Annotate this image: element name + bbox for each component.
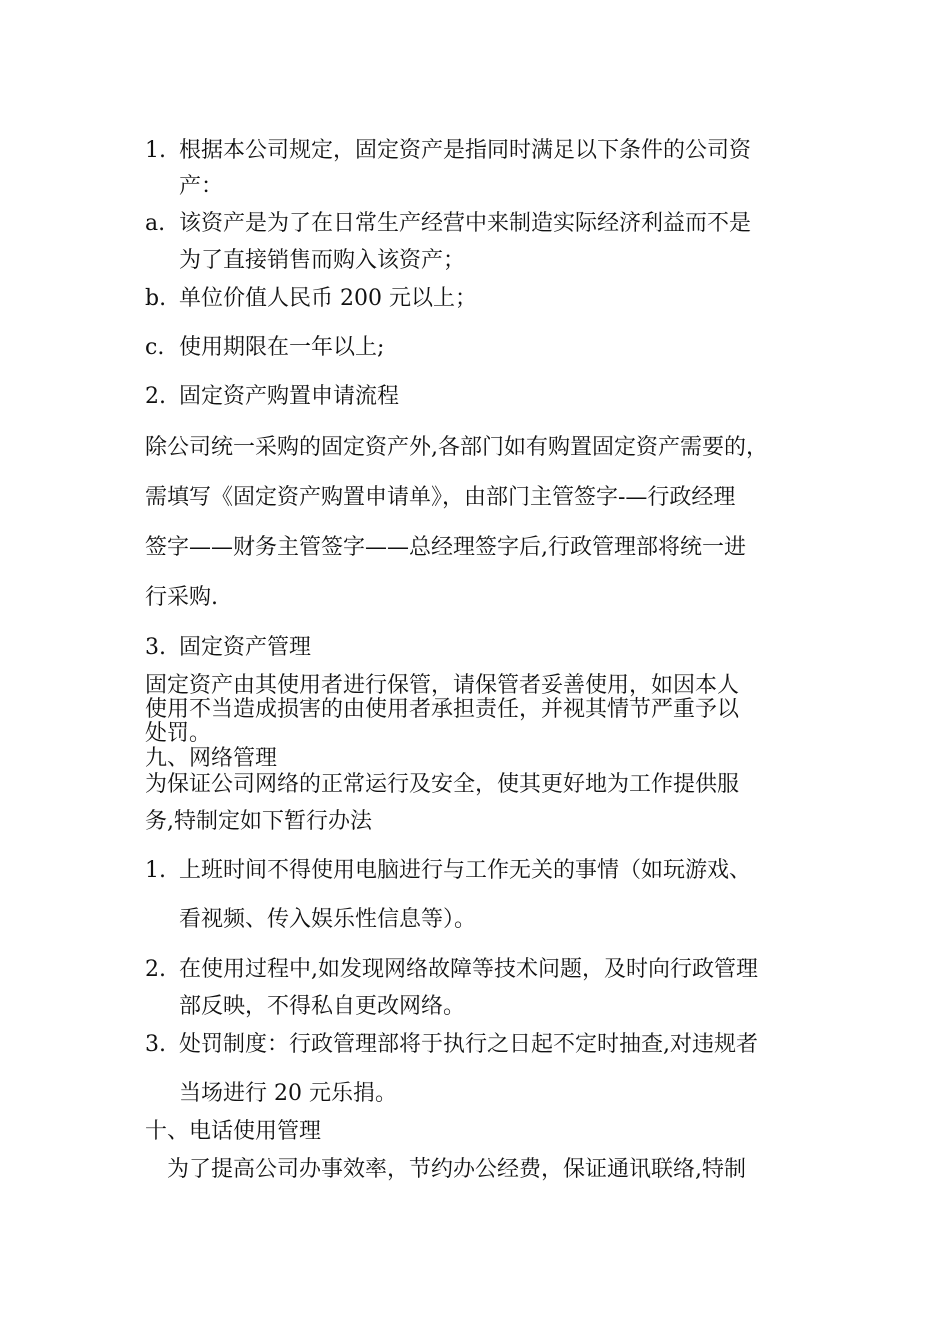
list-number: 1.	[145, 138, 166, 163]
list-letter: c.	[145, 335, 165, 360]
paragraph-line: 固定资产由其使用者进行保管，请保管者妥善使用，如因本人	[145, 673, 740, 698]
list-number: 2.	[145, 957, 166, 982]
paragraph-line: 需填写《固定资产购置申请单》，由部门主管签字-—行政经理	[145, 485, 736, 510]
list-letter: b.	[145, 286, 167, 311]
list-item-a	[145, 211, 751, 237]
list-text-continued: 部反映，不得私自更改网络。	[179, 994, 466, 1019]
paragraph-line: 务,特制定如下暂行办法	[145, 809, 372, 834]
list-text: 单位价值人民币 200 元以上；	[179, 286, 477, 311]
paragraph-line: 除公司统一采购的固定资产外,各部门如有购置固定资产需要的，	[145, 435, 768, 460]
list-text-continued: 当场进行 20 元乐捐。	[179, 1081, 397, 1106]
paragraph-line: 签字——财务主管签字——总经理签字后,行政管理部将统一进	[145, 535, 746, 560]
list-item-network-3	[145, 1032, 758, 1058]
list-text: 使用期限在一年以上;	[179, 335, 385, 360]
list-text-continued: 为了直接销售而购入该资产；	[179, 248, 466, 273]
list-text-continued: 产：	[179, 174, 224, 199]
list-number: 2.	[145, 384, 166, 409]
list-item-c	[145, 335, 384, 361]
list-letter: a.	[145, 211, 166, 236]
section-title: 固定资产管理	[179, 635, 312, 660]
paragraph-line: 使用不当造成损害的由使用者承担责任，并视其情节严重予以	[145, 697, 740, 722]
list-text: 根据本公司规定，固定资产是指同时满足以下条件的公司资	[179, 138, 752, 163]
section-heading-3	[145, 635, 311, 661]
list-text: 在使用过程中,如发现网络故障等技术问题，及时向行政管理	[179, 957, 758, 982]
section-heading-2	[145, 384, 399, 410]
paragraph-line: 为了提高公司办事效率，节约办公经费，保证通讯联络,特制	[167, 1157, 746, 1182]
paragraph-line: 处罚。	[145, 721, 212, 746]
list-item-1	[145, 138, 751, 164]
list-text: 处罚制度：行政管理部将于执行之日起不定时抽查,对违规者	[179, 1032, 758, 1057]
list-text-continued: 看视频、传入娱乐性信息等）。	[179, 907, 477, 932]
list-number: 1.	[145, 858, 166, 883]
paragraph-line: 行采购.	[145, 585, 218, 610]
list-item-network-1	[145, 858, 751, 884]
list-item-network-2	[145, 957, 758, 983]
section-heading-10: 十、电话使用管理	[145, 1119, 322, 1144]
list-text: 上班时间不得使用电脑进行与工作无关的事情（如玩游戏、	[179, 858, 752, 883]
section-heading-9: 九、网络管理	[145, 746, 278, 771]
list-number: 3.	[145, 635, 166, 660]
list-item-b	[145, 286, 477, 312]
list-number: 3.	[145, 1032, 166, 1057]
paragraph-line: 为保证公司网络的正常运行及安全，使其更好地为工作提供服	[145, 772, 740, 797]
section-title: 固定资产购置申请流程	[179, 384, 400, 409]
list-text: 该资产是为了在日常生产经营中来制造实际经济利益而不是	[179, 211, 752, 236]
